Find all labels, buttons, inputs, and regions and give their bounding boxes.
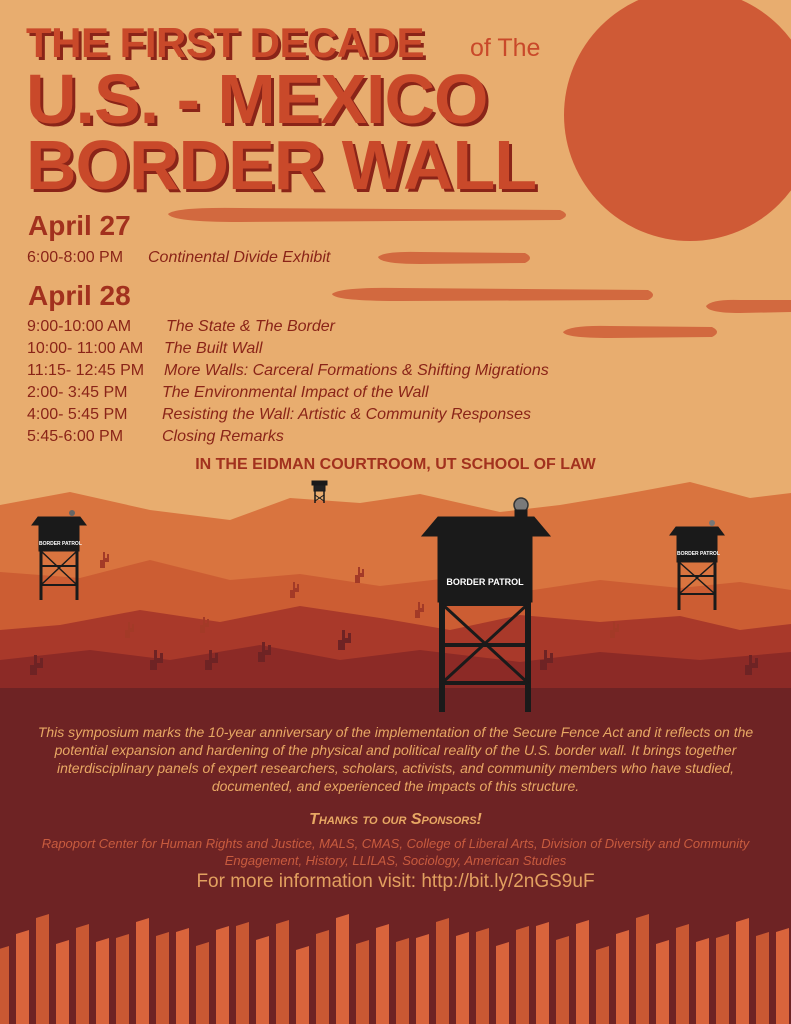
- fence-picket: [336, 914, 349, 1024]
- event-time: 6:00-8:00 PM: [27, 249, 124, 266]
- tower-left-label: BORDER PATROL: [39, 541, 82, 547]
- schedule-row: [27, 249, 331, 266]
- fence-picket: [396, 938, 409, 1024]
- symposium-description: This symposium marks the 10-year anniversary of the implementation of the Secure Fence Act and it reflects on the potential expansion and hardening of the physical and political reality of the U.S. border wall. It brings together interdisciplinary panels of expert researchers, scholars, activists, and community members who have studied, documented, and experienced the impacts of this structure.: [37, 724, 754, 794]
- fence-picket: [436, 918, 449, 1024]
- tower-main-label: BORDER PATROL: [446, 577, 524, 587]
- fence-picket: [256, 936, 269, 1024]
- schedule-row: [27, 384, 429, 401]
- fence-picket: [716, 934, 729, 1024]
- fence-picket: [276, 920, 289, 1024]
- fence-picket: [356, 940, 369, 1024]
- event-title: Resisting the Wall: Artistic & Community Responses: [162, 406, 532, 423]
- fence-picket: [496, 942, 509, 1024]
- event-time: 10:00- 11:00 AM: [27, 340, 144, 357]
- schedule-row: [27, 428, 284, 445]
- fence-picket: [616, 930, 629, 1024]
- fence-picket: [696, 938, 709, 1024]
- venue: IN THE EIDMAN COURTROOM, UT SCHOOL OF LAW: [195, 456, 596, 473]
- thanks-heading: Thanks to our Sponsors!: [309, 811, 482, 828]
- fence-picket: [656, 940, 669, 1024]
- schedule-row: [27, 406, 532, 423]
- fence-picket: [296, 946, 309, 1024]
- fence-picket: [756, 932, 769, 1024]
- fence-picket: [36, 914, 49, 1024]
- fence-picket: [16, 930, 29, 1024]
- fence-picket: [536, 922, 549, 1024]
- fence-picket: [156, 932, 169, 1024]
- fence-picket: [676, 924, 689, 1024]
- fence-picket: [596, 946, 609, 1024]
- fence-picket: [0, 946, 9, 1024]
- fence-picket: [56, 940, 69, 1024]
- fence-picket: [416, 934, 429, 1024]
- fence-picket: [516, 926, 529, 1024]
- title-line-3: BORDER WALL: [26, 126, 537, 204]
- tower-right-label: BORDER PATROL: [677, 551, 720, 557]
- fence-picket: [196, 942, 209, 1024]
- fence-picket: [776, 928, 789, 1024]
- fence-picket: [136, 918, 149, 1024]
- fence-picket: [556, 936, 569, 1024]
- title-line-2: U.S. - MEXICO: [26, 60, 488, 138]
- event-time: 9:00-10:00 AM: [27, 318, 132, 335]
- event-title: More Walls: Carceral Formations & Shifting Migrations: [164, 362, 549, 379]
- fence-picket: [236, 922, 249, 1024]
- event-time: 2:00- 3:45 PM: [27, 384, 128, 401]
- fence-picket: [96, 938, 109, 1024]
- tower-small-distant: [312, 481, 327, 503]
- fence-picket: [376, 924, 389, 1024]
- schedule-row: [27, 318, 335, 335]
- event-time: 4:00- 5:45 PM: [27, 406, 128, 423]
- event-title: The Environmental Impact of the Wall: [162, 384, 429, 401]
- event-title: The Built Wall: [164, 340, 263, 357]
- fence-picket: [76, 924, 89, 1024]
- sponsor-list: Rapoport Center for Human Rights and Justice, MALS, CMAS, College of Liberal Arts, Division of Diversity and Community Engagement, History, LLILAS, Sociology, American Studies: [41, 836, 750, 868]
- fence-picket: [636, 914, 649, 1024]
- fence-picket: [176, 928, 189, 1024]
- schedule-row: [27, 362, 549, 379]
- fence-picket: [216, 926, 229, 1024]
- day-1-date: April 27: [28, 210, 131, 241]
- event-title: Continental Divide Exhibit: [148, 249, 331, 266]
- fence-picket: [576, 920, 589, 1024]
- sun-circle: [564, 0, 791, 241]
- fence-picket: [116, 934, 129, 1024]
- schedule-row: [27, 340, 263, 357]
- event-time: 5:45-6:00 PM: [27, 428, 124, 445]
- event-title: Closing Remarks: [162, 428, 284, 445]
- fence-picket: [476, 928, 489, 1024]
- title-of-the: of The: [470, 34, 541, 62]
- event-title: The State & The Border: [166, 318, 335, 335]
- more-info-link[interactable]: For more information visit: http://bit.ly/2nGS9uF: [196, 871, 595, 892]
- title-line-1: THE FIRST DECADE: [26, 19, 425, 66]
- event-time: 11:15- 12:45 PM: [27, 362, 145, 379]
- fence-picket: [316, 930, 329, 1024]
- fence-picket: [736, 918, 749, 1024]
- day-2-date: April 28: [28, 280, 131, 311]
- fence-picket: [456, 932, 469, 1024]
